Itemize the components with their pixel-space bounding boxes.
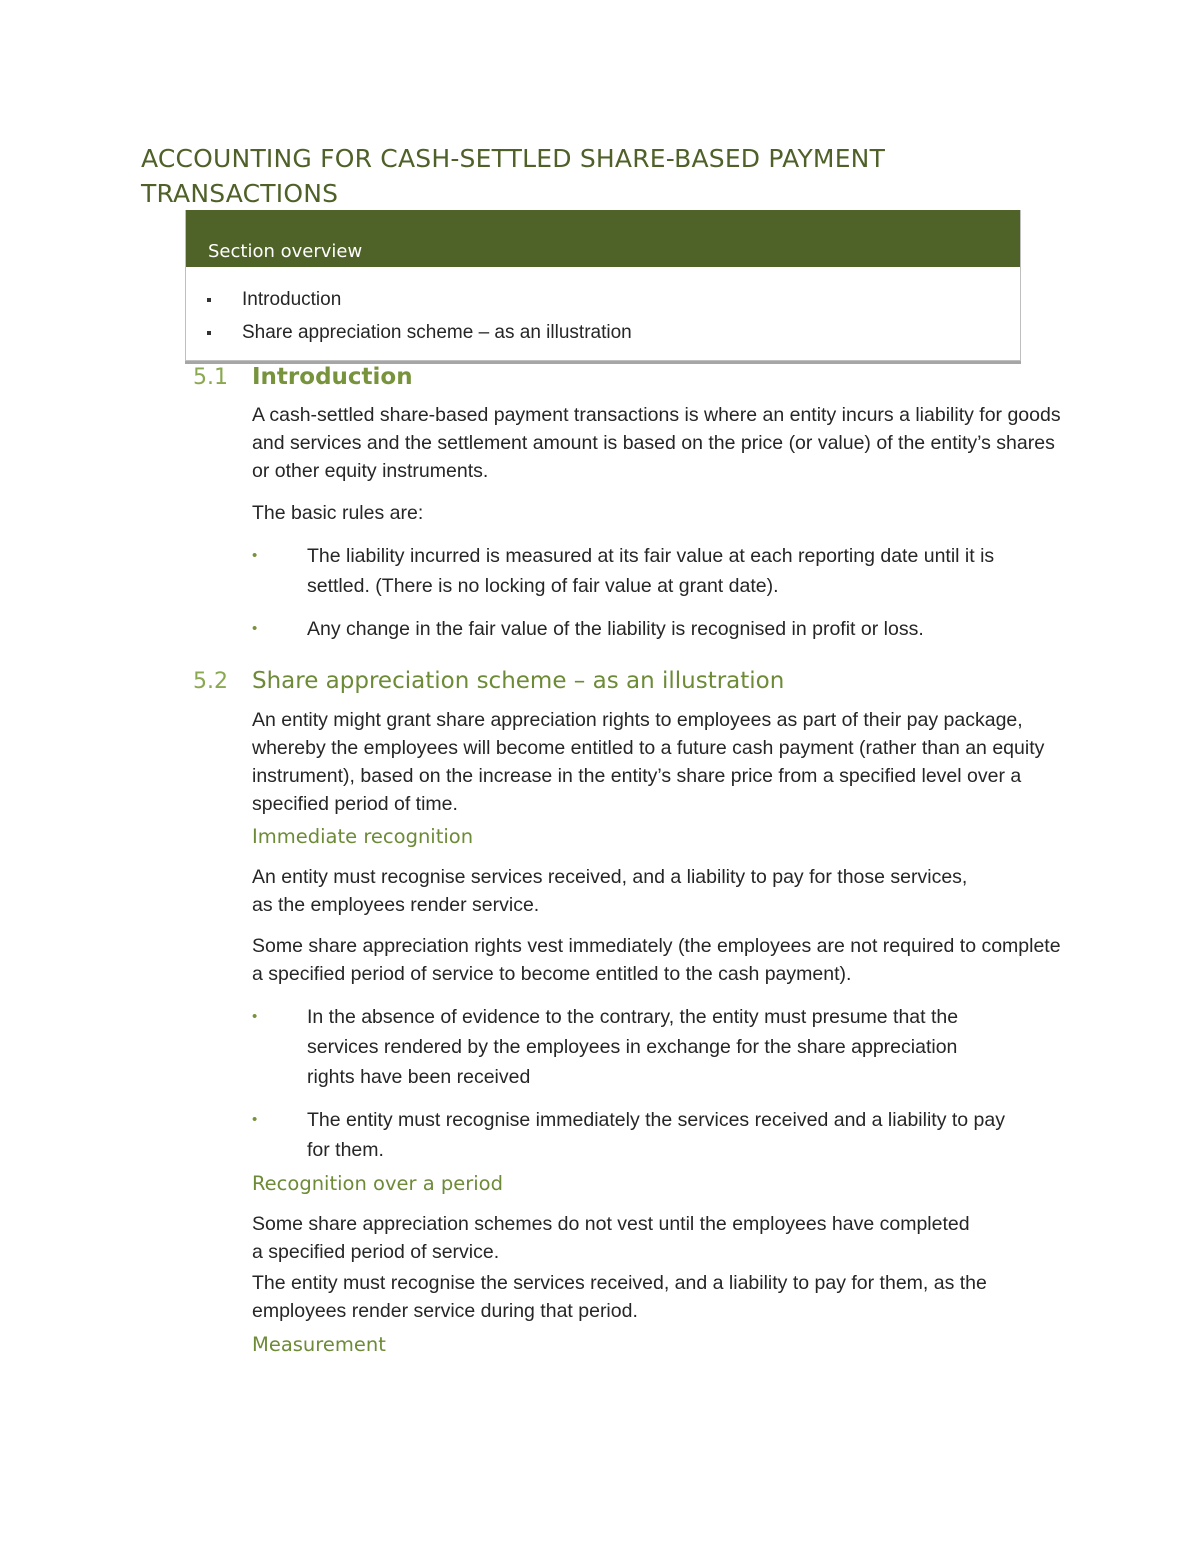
period-paragraph-1: Some share appreciation schemes do not vest until the employees have completed a specified period of service.	[252, 1213, 970, 1263]
subheading-measurement: Measurement	[252, 1333, 386, 1356]
section-title: Share appreciation scheme – as an illustration	[252, 668, 785, 694]
square-bullet-icon	[207, 331, 211, 335]
list-item: • In the absence of evidence to the contrary, the entity must presume that the services rendered by the employees in exchange for the share appreciation rights have been received	[252, 1002, 1032, 1092]
section-overview-heading: Section overview	[186, 210, 1020, 267]
section-number: 5.1	[193, 365, 228, 390]
bullet-icon: •	[252, 620, 258, 637]
section-overview-box	[185, 210, 1021, 361]
square-bullet-icon	[207, 298, 211, 302]
list-item: • Any change in the fair value of the liability is recognised in profit or loss.	[252, 614, 1032, 644]
overview-item: Share appreciation scheme – as an illustration	[206, 316, 1020, 349]
scheme-paragraph: An entity might grant share appreciation rights to employees as part of their pay package, whereby the employees will become entitled to a future cash payment (rather than an equity instrument), based on the increase in the entity’s share price from a specified level over a specified period of time.	[252, 709, 1045, 815]
overview-item: Introduction	[206, 283, 1020, 316]
intro-paragraph: A cash-settled share-based payment transactions is where an entity incurs a liability for goods and services and the settlement amount is based on the price (or value) of the entity’s shares or other equity instruments.	[252, 404, 1061, 482]
page-title: ACCOUNTING FOR CASH-SETTLED SHARE-BASED PAYMENT TRANSACTIONS	[141, 144, 886, 208]
bullet-icon: •	[252, 547, 258, 564]
period-paragraph-2: The entity must recognise the services received, and a liability to pay for them, as the employees render service during that period.	[252, 1272, 987, 1322]
bullet-icon: •	[252, 1008, 258, 1025]
subheading-recognition-over-period: Recognition over a period	[252, 1172, 503, 1195]
section-number: 5.2	[193, 669, 228, 694]
basic-rules-intro: The basic rules are:	[252, 502, 424, 524]
bullet-icon: •	[252, 1111, 258, 1128]
section-overview-list	[186, 267, 1020, 349]
immediate-paragraph-2: Some share appreciation rights vest immediately (the employees are not required to complete a specified period of service to become entitled to the cash payment).	[252, 935, 1061, 985]
list-item: • The liability incurred is measured at its fair value at each reporting date until it is settled. (There is no locking of fair value at grant date).	[252, 541, 1032, 601]
immediate-paragraph-1: An entity must recognise services received, and a liability to pay for those services, as the employees render service.	[252, 866, 968, 916]
section-title: Introduction	[252, 364, 413, 390]
list-item: • The entity must recognise immediately the services received and a liability to pay for them.	[252, 1105, 1032, 1165]
subheading-immediate-recognition: Immediate recognition	[252, 825, 474, 848]
